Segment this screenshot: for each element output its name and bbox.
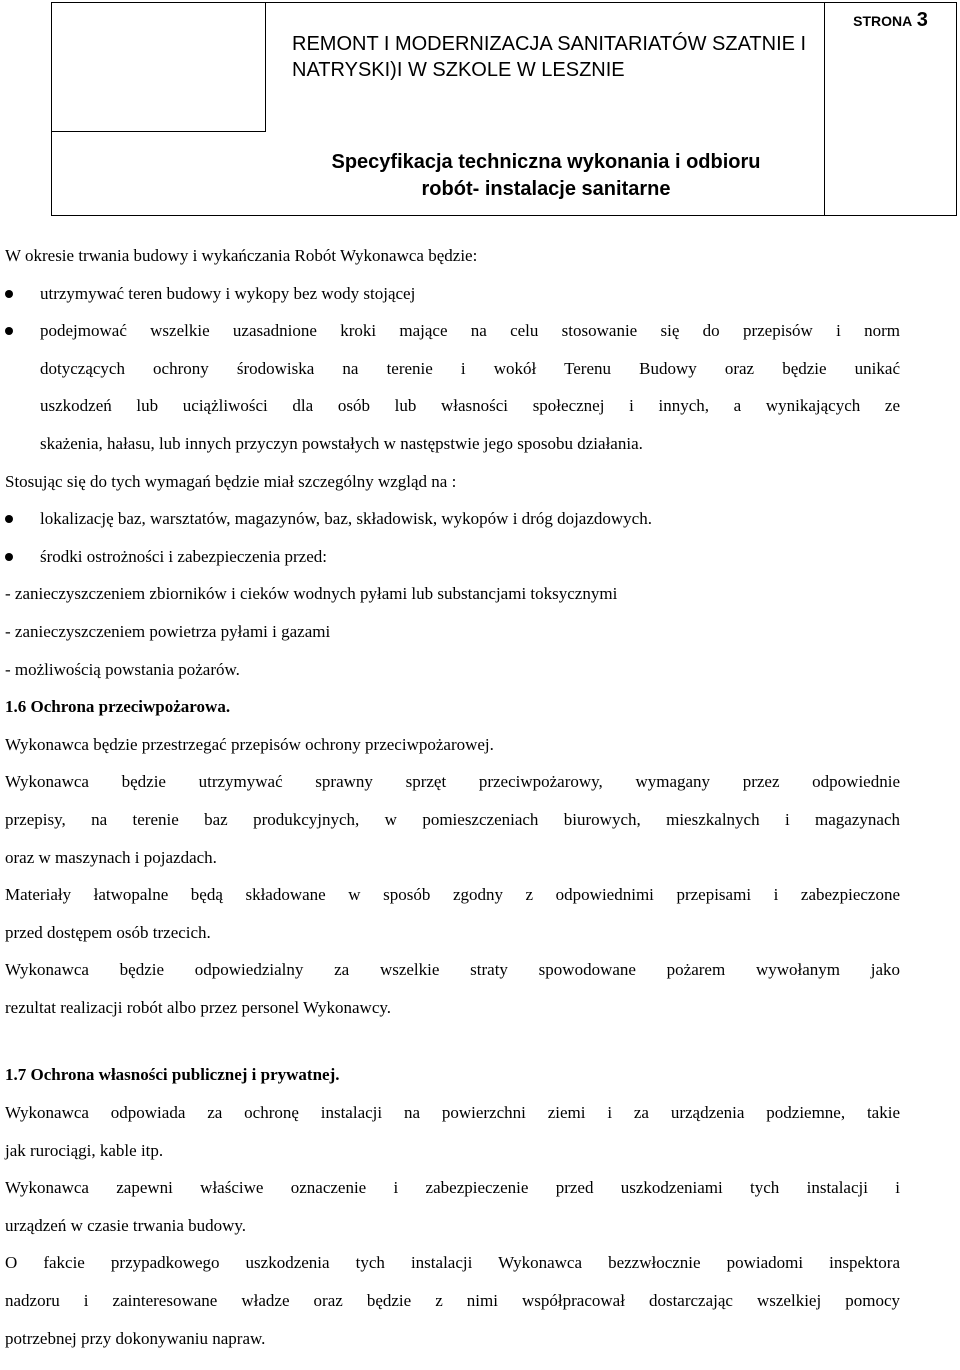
section-heading-1-6: 1.6 Ochrona przeciwpożarowa. [5, 697, 231, 717]
section-heading-1-7: 1.7 Ochrona własności publicznej i prywatnej. [5, 1065, 340, 1085]
project-title [292, 31, 872, 83]
bullet-text: środki ostrożności i zabezpieczenia przed: [40, 546, 327, 566]
dash-item: - zanieczyszczeniem zbiorników i cieków wodnych pyłami lub substancjami toksycznymi [5, 584, 618, 604]
page-label: STRONA [853, 13, 913, 29]
paragraph: Wykonawca będzie przestrzegać przepisów ochrony przeciwpożarowej. [5, 734, 494, 754]
paragraph-line: Wykonawca będzie utrzymywać sprawny sprzęt przeciwpożarowy, wymagany przez odpowiednie [5, 772, 900, 792]
paragraph-line: rezultat realizacji robót albo przez personel Wykonawcy. [5, 997, 392, 1017]
paragraph-line: oraz w maszynach i pojazdach. [5, 847, 217, 867]
spec-title-line1: Specyfikacja techniczna wykonania i odbioru [331, 151, 761, 173]
bullet-icon [5, 515, 13, 523]
paragraph-line: O fakcie przypadkowego uszkodzenia tych instalacji Wykonawca bezzwłocznie powiadomi inspektora [5, 1253, 900, 1273]
paragraph-line: Wykonawca będzie odpowiedzialny za wszelkie straty spowodowane pożarem wywołanym jako [5, 960, 900, 980]
paragraph-line: Materiały łatwopalne będą składowane w sposób zgodny z odpowiednimi przepisami i zabezpieczone [5, 885, 900, 905]
bullet-icon [5, 553, 13, 561]
bullet-text: lokalizację baz, warsztatów, magazynów, baz, składowisk, wykopów i dróg dojazdowych. [40, 509, 652, 529]
paragraph-line: przepisy, na terenie baz produkcyjnych, w pomieszczeniach biurowych, mieszkalnych i magazynach [5, 809, 900, 829]
bullet-item [5, 500, 900, 538]
project-title-line2: NATRYSKI)I W SZKOLE W LESZNIE [292, 59, 625, 81]
requirements-paragraph: Stosując się do tych wymagań będzie miał szczególny wzgląd na : [5, 471, 457, 491]
bullet-icon [5, 327, 13, 335]
bullet-text-line: uszkodzeń lub uciążliwości dla osób lub własności społecznej i innych, a wynikających ze [40, 396, 900, 416]
bullet-item [5, 275, 900, 313]
spec-title [266, 149, 826, 203]
dash-item: - zanieczyszczeniem powietrza pyłami i gazami [5, 621, 331, 641]
intro-paragraph: W okresie trwania budowy i wykańczania Robót Wykonawca będzie: [5, 246, 478, 265]
bullet-icon [5, 290, 13, 298]
bullet-text-line: dotyczących ochrony środowiska na terenie i wokół Terenu Budowy oraz będzie unikać [40, 358, 900, 378]
bullet-item [5, 312, 900, 462]
spec-title-line2: robót- instalacje sanitarne [421, 178, 671, 200]
bullet-text-line: podejmować wszelkie uzasadnione kroki mające na celu stosowanie się do przepisów i norm [40, 321, 900, 341]
document-header [51, 2, 957, 216]
project-title-line1: REMONT I MODERNIZACJA SANITARIATÓW SZATNIE I [292, 33, 807, 55]
paragraph-line: nadzoru i zainteresowane władze oraz będzie z nimi współpracował dostarczając wszelkiej pomocy [5, 1291, 900, 1311]
page-indicator [825, 9, 956, 32]
spacer [5, 1026, 900, 1056]
dash-item: - możliwością powstania pożarów. [5, 659, 240, 679]
bullet-text-line: skażenia, hałasu, lub innych przyczyn powstałych w następstwie jego sposobu działania. [40, 433, 643, 453]
paragraph-line: jak rurociągi, kable itp. [5, 1140, 164, 1160]
paragraph-line: urządzeń w czasie trwania budowy. [5, 1215, 247, 1235]
header-logo-cell [52, 3, 266, 132]
bullet-text: utrzymywać teren budowy i wykopy bez wody stojącej [40, 283, 416, 303]
document-body [5, 237, 900, 1357]
bullet-item [5, 538, 900, 576]
paragraph-line: Wykonawca odpowiada za ochronę instalacji na powierzchni ziemi i za urządzenia podziemne, takie [5, 1103, 900, 1123]
paragraph-line: Wykonawca zapewni właściwe oznaczenie i zabezpieczenie przed uszkodzeniami tych instalacji i [5, 1178, 900, 1198]
paragraph-line: przed dostępem osób trzecich. [5, 922, 211, 942]
paragraph-line: potrzebnej przy dokonywaniu napraw. [5, 1328, 266, 1348]
page-number: 3 [916, 9, 928, 31]
